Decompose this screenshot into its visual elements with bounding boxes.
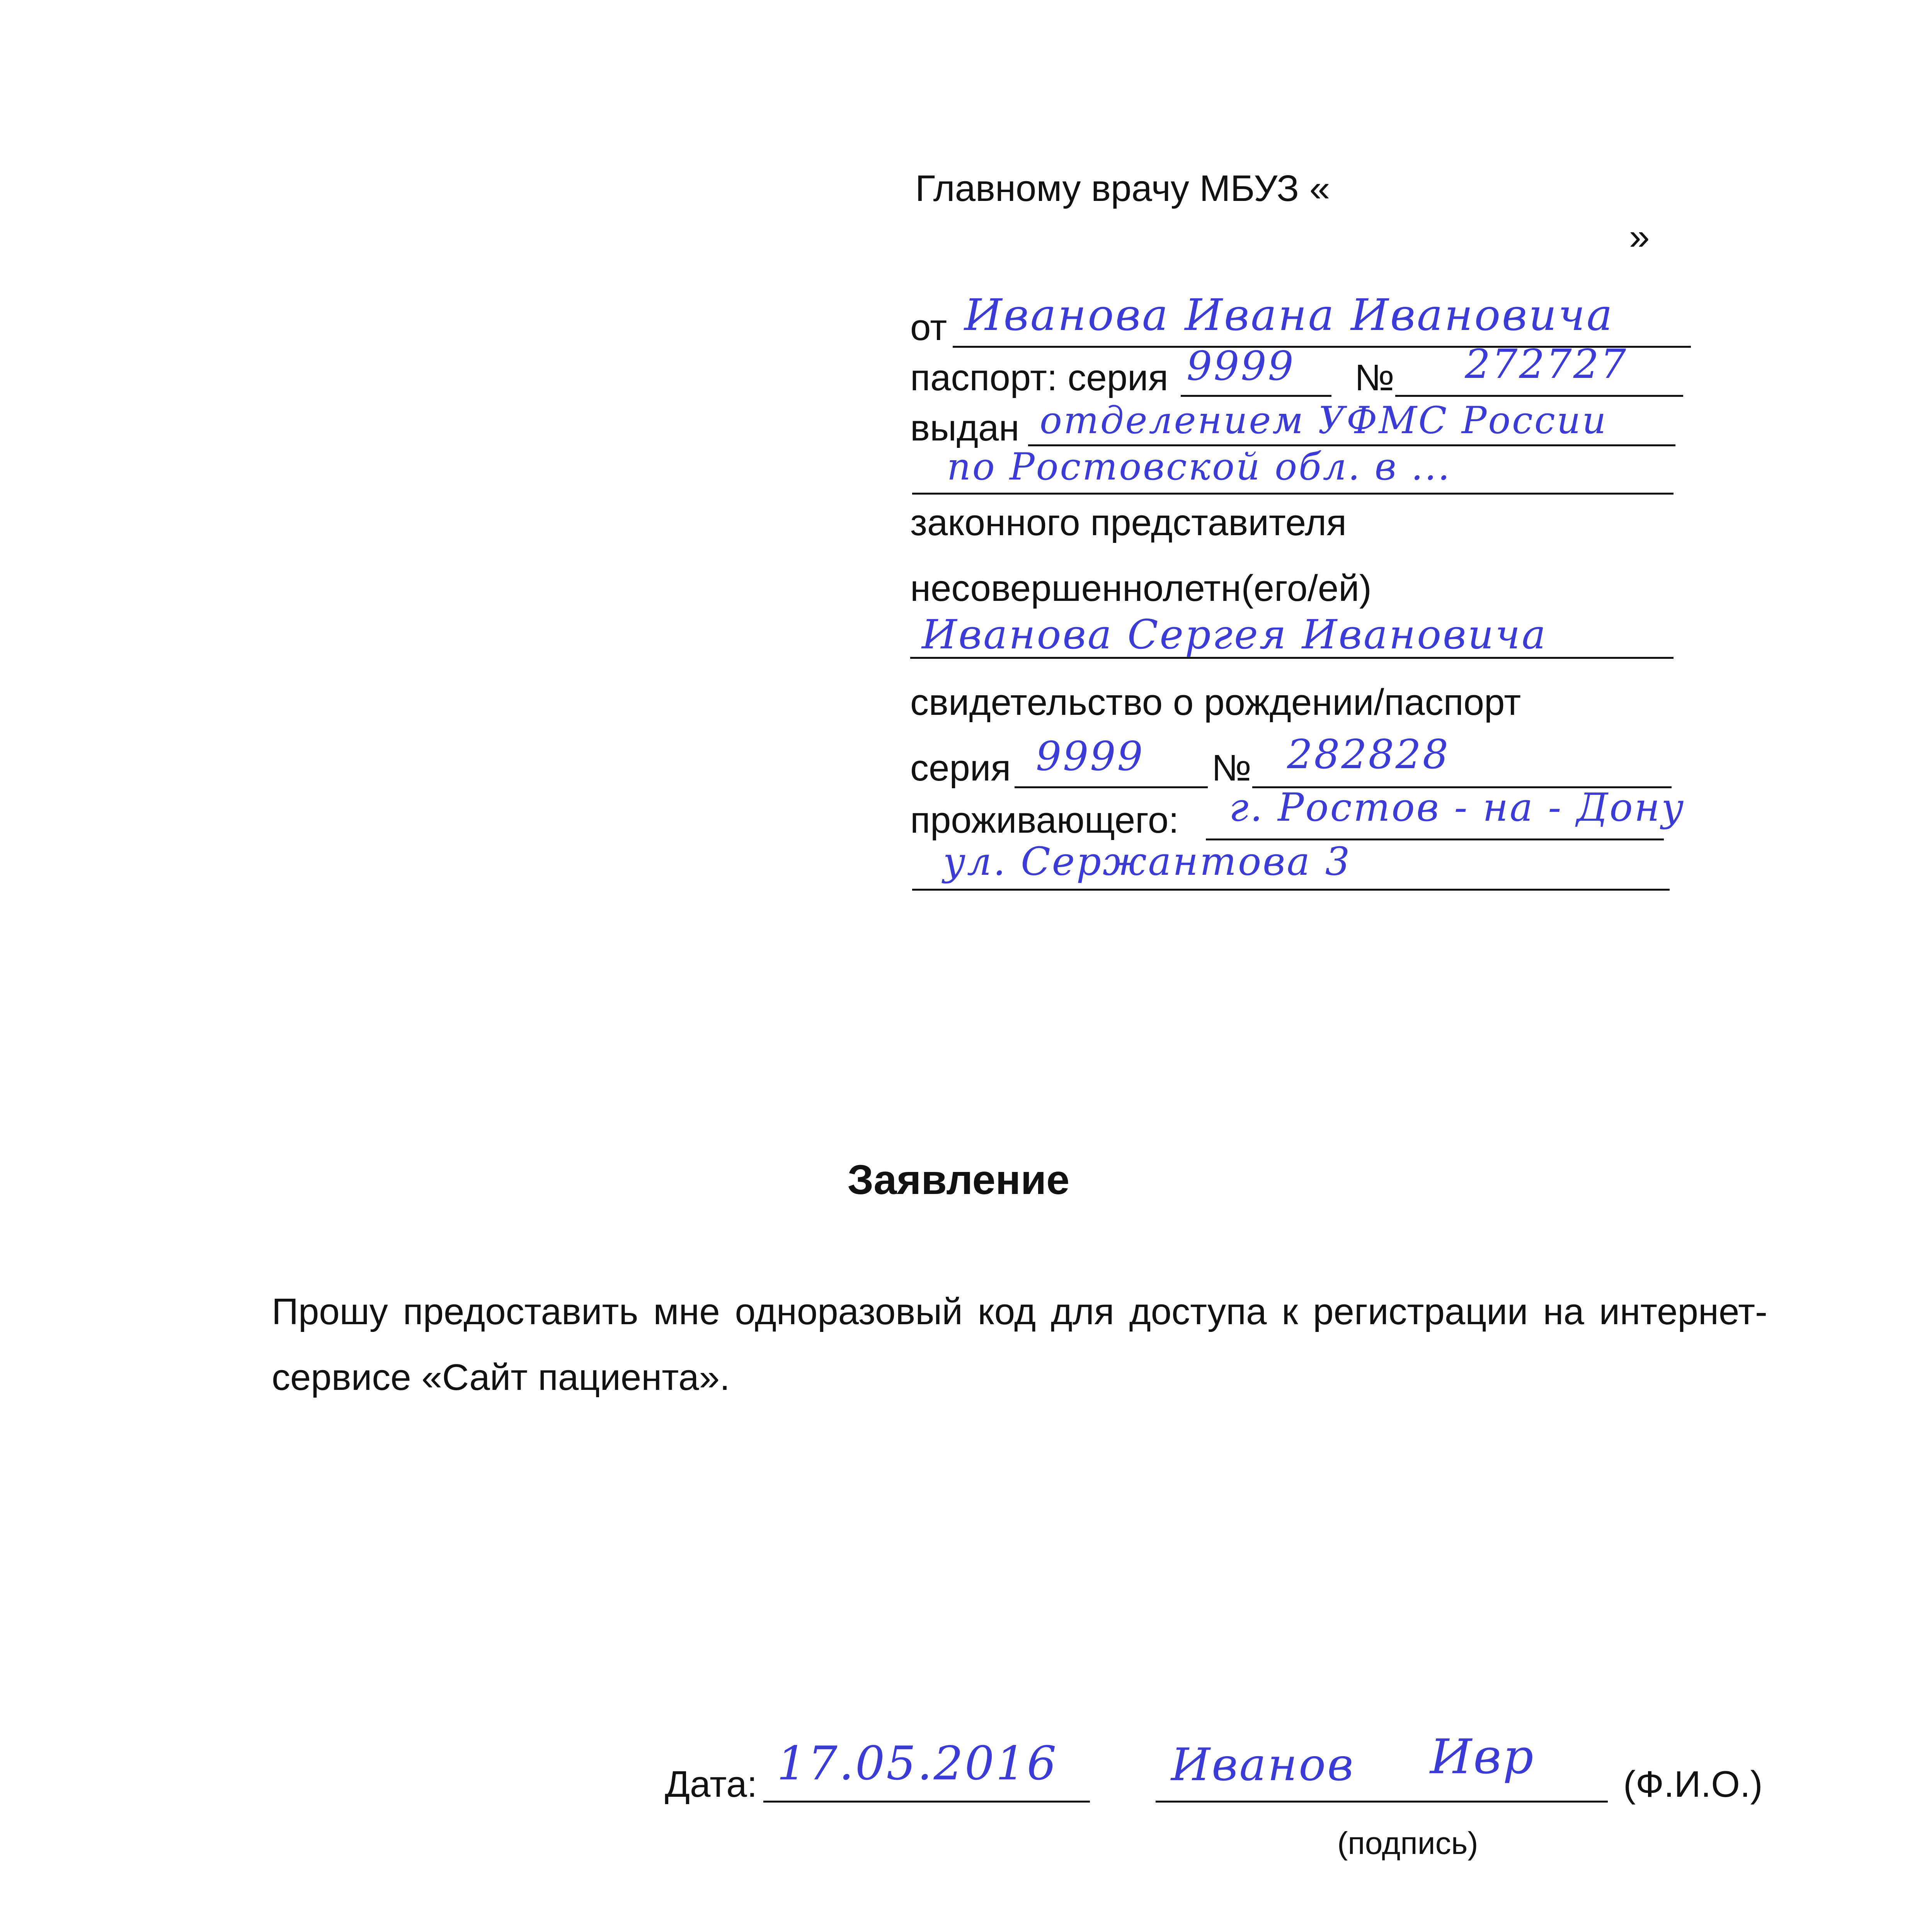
address-line2: ул. Сержантова 3 <box>943 839 1352 884</box>
signature-underline <box>1156 1801 1608 1803</box>
issued-value-line1: отделением УФМС России <box>1040 399 1608 442</box>
birth-cert-label: свидетельство о рождении/паспорт <box>910 682 1521 723</box>
minor-name-value: Иванова Сергея Ивановича <box>922 611 1548 658</box>
passport-number-label: № <box>1355 357 1394 398</box>
cert-number-value: 282828 <box>1287 731 1450 778</box>
signature-name: Иванов <box>1171 1739 1355 1791</box>
addressee-text: Главному врачу МБУЗ « <box>915 168 1330 209</box>
address-underline-2 <box>912 889 1670 891</box>
issued-label: выдан <box>910 407 1020 449</box>
cert-number-label: № <box>1212 747 1251 789</box>
from-value: Иванова Ивана Ивановича <box>964 290 1614 340</box>
legal-rep-line1: законного представителя <box>910 502 1347 543</box>
passport-number-underline <box>1395 395 1683 397</box>
date-underline <box>763 1801 1090 1803</box>
residing-label: проживающего: <box>910 799 1179 841</box>
date-value: 17.05.2016 <box>777 1737 1058 1791</box>
document-body: Прошу предоставить мне одноразовый код для доступа к регистрации на интернет-сервисе «Сайт пациента». <box>272 1291 1767 1398</box>
address-line1: г. Ростов - на - Дону <box>1229 785 1685 830</box>
passport-series-underline <box>1181 395 1331 397</box>
document-title: Заявление <box>847 1156 1070 1203</box>
date-label: Дата: <box>665 1764 758 1805</box>
passport-series-value: 9999 <box>1187 342 1295 389</box>
issued-value-line2: по Ростовской обл. в ... <box>947 445 1451 488</box>
issued-underline-2 <box>912 493 1674 495</box>
cert-series-underline <box>1015 786 1208 788</box>
addressee-close-quote: » <box>1629 216 1650 257</box>
fio-label: (Ф.И.О.) <box>1623 1764 1763 1805</box>
cert-series-label: серия <box>910 747 1011 789</box>
passport-number-value: 272727 <box>1465 340 1628 388</box>
signature-mark: Ивр <box>1430 1729 1535 1785</box>
from-label: от <box>910 307 947 348</box>
passport-series-label: паспорт: серия <box>910 357 1168 398</box>
legal-rep-line2: несовершеннолетн(его/ей) <box>910 568 1372 609</box>
cert-series-value: 9999 <box>1036 733 1144 780</box>
signature-caption: (подпись) <box>1337 1826 1478 1861</box>
